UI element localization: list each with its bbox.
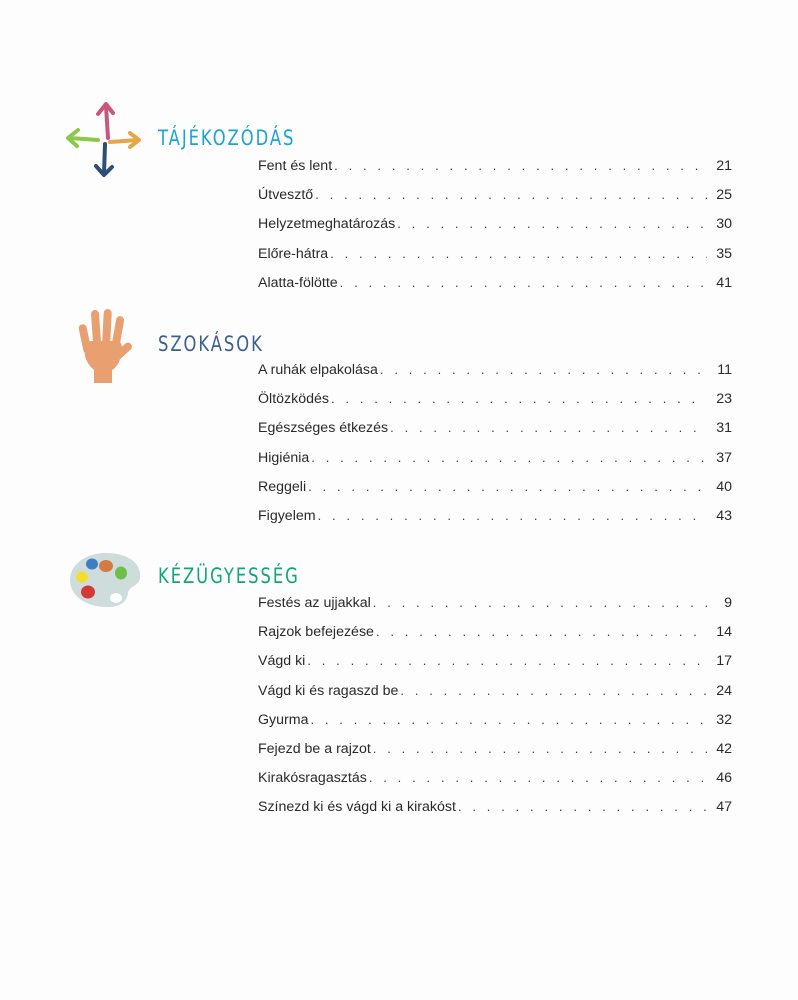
toc-entry[interactable] — [258, 246, 732, 275]
toc-entry-label: Alatta-fölötte — [258, 274, 338, 291]
dot-leader — [334, 158, 707, 173]
dot-leader — [373, 595, 707, 610]
toc-entry-page: 9 — [724, 595, 732, 611]
toc-entry[interactable] — [258, 741, 732, 770]
toc-entry-label: Fent és lent — [258, 158, 333, 174]
toc-entry-label: Gyurma — [258, 711, 309, 728]
toc-entry-page: 21 — [716, 158, 732, 174]
toc-entry-page: 43 — [716, 507, 732, 524]
toc-entry[interactable] — [258, 508, 732, 537]
toc-entry-page: 41 — [716, 274, 732, 291]
toc-entry-label: Festés az ujjakkal — [258, 595, 371, 611]
toc-entry-label: Egészséges étkezés — [258, 420, 389, 437]
dot-leader — [330, 246, 707, 261]
dot-leader — [340, 275, 707, 290]
toc-entry-label: Előre-hátra — [258, 245, 329, 262]
dot-leader — [315, 187, 707, 202]
toc-entry[interactable] — [258, 653, 732, 682]
crossing-arrows-icon — [62, 100, 144, 180]
toc-entry[interactable] — [258, 450, 732, 479]
toc-entry[interactable] — [258, 624, 732, 653]
toc-entry[interactable] — [258, 391, 732, 420]
toc-entry-page: 11 — [717, 362, 732, 378]
toc-entry-page: 40 — [716, 478, 732, 495]
toc-entry-label: Vágd ki — [258, 653, 306, 670]
toc-entry-label: Öltözködés — [258, 391, 329, 408]
toc-entry-page: 42 — [716, 740, 732, 757]
dot-leader — [318, 508, 707, 523]
dot-leader — [458, 799, 707, 814]
dot-leader — [310, 712, 707, 727]
toc-entry[interactable] — [258, 712, 732, 741]
toc-entry[interactable] — [258, 770, 732, 799]
toc-entry-label: Színezd ki és vágd ki a kirakóst — [258, 799, 456, 816]
toc-entry-label: Reggeli — [258, 478, 307, 495]
toc-entry[interactable] — [258, 595, 732, 624]
toc-entry[interactable] — [258, 216, 732, 245]
section-title-orientation: TÁJÉKOZÓDÁS — [158, 126, 296, 150]
section-title-dexterity: KÉZÜGYESSÉG — [158, 564, 300, 588]
dot-leader — [380, 362, 707, 377]
paint-palette-icon — [66, 550, 146, 610]
toc-entry[interactable] — [258, 275, 732, 304]
toc-entry-label: A ruhák elpakolása — [258, 362, 378, 378]
section-title-habits: SZOKÁSOK — [158, 332, 264, 356]
toc-entry-page: 32 — [716, 711, 732, 728]
toc-entry[interactable] — [258, 799, 732, 828]
dot-leader — [397, 216, 707, 231]
toc-entry-page: 25 — [716, 187, 732, 204]
toc-entry[interactable] — [258, 158, 732, 187]
toc-entry-label: Rajzok befejezése — [258, 624, 374, 641]
dot-leader — [311, 450, 707, 465]
dot-leader — [390, 420, 707, 435]
dot-leader — [373, 741, 707, 756]
toc-entry-page: 37 — [716, 449, 732, 466]
toc-entry[interactable] — [258, 362, 732, 391]
toc-entry-label: Figyelem — [258, 507, 316, 524]
dot-leader — [369, 770, 707, 785]
hand-icon — [72, 306, 134, 384]
toc-entry-page: 23 — [716, 391, 732, 408]
dot-leader — [331, 391, 707, 406]
toc-entry-page: 47 — [716, 799, 732, 816]
toc-entry-label: Helyzetmeghatározás — [258, 216, 396, 233]
toc-entry-label: Útvesztő — [258, 187, 314, 204]
dot-leader — [376, 624, 707, 639]
toc-entry[interactable] — [258, 187, 732, 216]
toc-entry-page: 31 — [716, 420, 732, 437]
toc-entry-page: 35 — [716, 245, 732, 262]
dot-leader — [400, 683, 707, 698]
toc-entry-label: Vágd ki és ragaszd be — [258, 682, 399, 699]
toc-entry[interactable] — [258, 420, 732, 449]
toc-entry-page: 24 — [716, 682, 732, 699]
toc-entry[interactable] — [258, 479, 732, 508]
toc-entry[interactable] — [258, 683, 732, 712]
toc-entry-page: 14 — [716, 624, 732, 641]
toc-entry-label: Fejezd be a rajzot — [258, 740, 371, 757]
dot-leader — [308, 479, 707, 494]
toc-entry-page: 17 — [716, 653, 732, 670]
toc-entry-label: Higiénia — [258, 449, 310, 466]
toc-entry-label: Kirakósragasztás — [258, 770, 367, 787]
toc-list-habits — [258, 362, 732, 537]
toc-list-dexterity — [258, 595, 732, 829]
dot-leader — [307, 653, 707, 668]
toc-entry-page: 46 — [716, 770, 732, 787]
toc-list-orientation — [258, 158, 732, 304]
toc-entry-page: 30 — [716, 216, 732, 233]
